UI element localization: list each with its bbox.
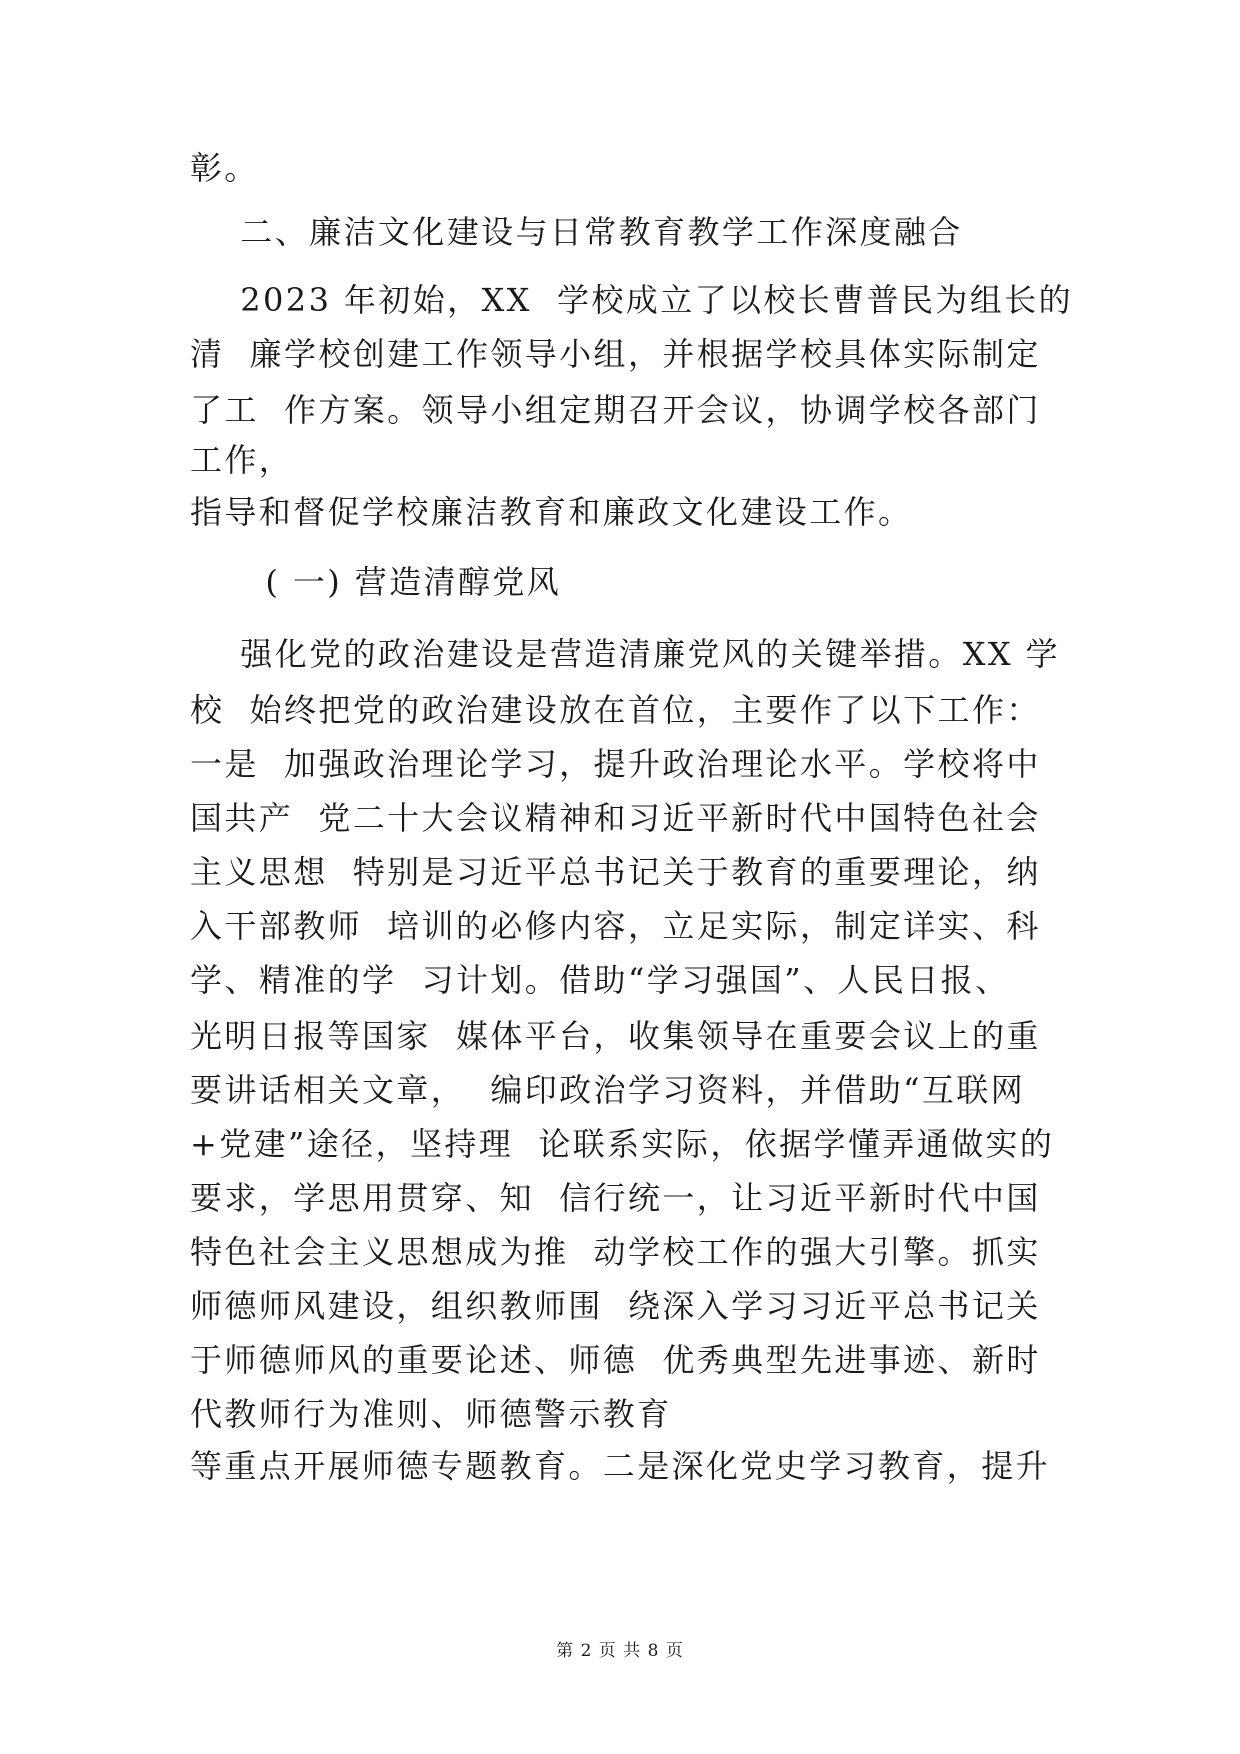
text-line: 2023 年初始，XX 学校成立了以校长曹普民为组长的: [190, 281, 1074, 319]
text-line: 等重点开展师德专题教育。二是深化党史学习教育，提升: [190, 1447, 1051, 1485]
text-line: +党建”途径，坚持理 论联系实际，依据学懂弄通做实的: [190, 1125, 1055, 1163]
subsection-heading: ( 一) 营造清醇党风: [190, 563, 562, 601]
text-line: 一是 加强政治理论学习，提升政治理论水平。学校将中: [190, 745, 1041, 783]
text-line: 师德师风建设，组织教师围 绕深入学习习近平总书记关: [190, 1287, 1041, 1325]
text-line: 国共产 党二十大会议精神和习近平新时代中国特色社会: [190, 799, 1041, 837]
text-line: 代教师行为准则、师德警示教育: [190, 1395, 672, 1433]
text-line: 校 始终把党的政治建设放在首位，主要作了以下工作：: [190, 691, 1041, 729]
text-line: 主义思想 特别是习近平总书记关于教育的重要理论，纳: [190, 853, 1041, 891]
text-line: 特色社会主义思想成为推 动学校工作的强大引擎。抓实: [190, 1233, 1041, 1271]
text-line: 于师德师风的重要论述、师德 优秀典型先进事迹、新时: [190, 1341, 1041, 1379]
text-line: 入干部教师 培训的必修内容，立足实际，制定详实、科: [190, 907, 1041, 945]
text-line: 学、精准的学 习计划。借助“学习强国”、人民日报、: [190, 961, 1010, 999]
text-line: 清 廉学校创建工作领导小组，并根据学校具体实际制定: [190, 335, 1041, 373]
text-line: 彰。: [190, 149, 259, 187]
text-line: 光明日报等国家 媒体平台，收集领导在重要会议上的重: [190, 1017, 1041, 1055]
section-heading: 二、廉洁文化建设与日常教育教学工作深度融合: [190, 213, 963, 251]
text-line: 工作，: [190, 441, 294, 479]
text-line: 要讲话相关文章， 编印政治学习资料，并借助“互联网: [190, 1071, 1026, 1109]
text-line: 了工 作方案。领导小组定期召开会议，协调学校各部门: [190, 391, 1041, 429]
text-line: 指导和督促学校廉洁教育和廉政文化建设工作。: [190, 493, 913, 531]
page-footer: 第 2 页 共 8 页: [556, 1641, 684, 1661]
text-line: 要求，学思用贯穿、知 信行统一，让习近平新时代中国: [190, 1179, 1041, 1217]
text-line: 强化党的政治建设是营造清廉党风的关键举措。XX 学: [190, 635, 1061, 673]
